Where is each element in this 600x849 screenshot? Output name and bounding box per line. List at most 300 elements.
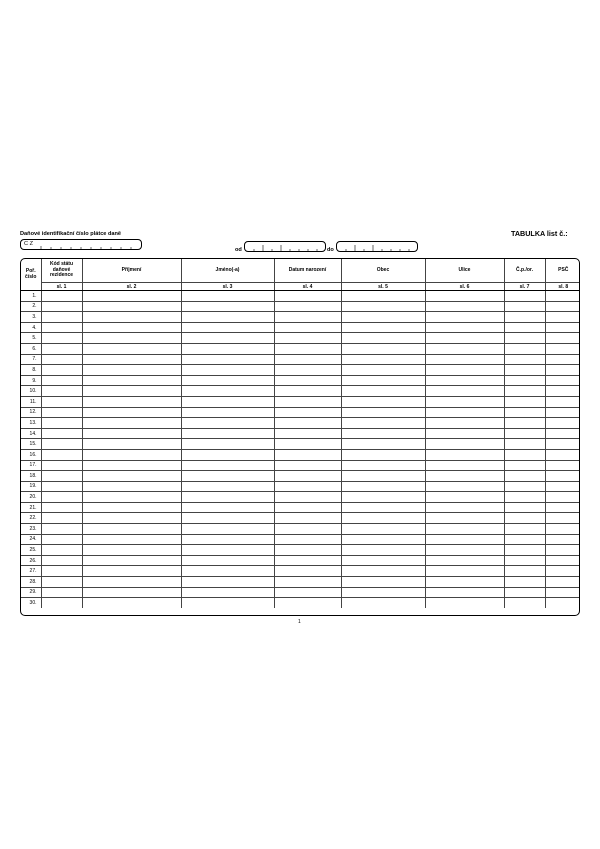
table-cell[interactable]	[425, 333, 504, 344]
table-cell[interactable]	[82, 534, 181, 545]
table-cell[interactable]	[504, 492, 545, 503]
table-cell[interactable]	[425, 322, 504, 333]
column-number: sl. 5	[341, 283, 425, 291]
table-row	[21, 396, 580, 407]
row-number: 22.	[21, 513, 41, 524]
table-cell[interactable]	[425, 502, 504, 513]
table-cell[interactable]	[425, 513, 504, 524]
row-number: 24.	[21, 534, 41, 545]
table-cell[interactable]	[545, 428, 580, 439]
table-cell[interactable]	[341, 418, 425, 429]
table-cell[interactable]	[341, 545, 425, 556]
table-cell[interactable]	[41, 545, 82, 556]
table-cell[interactable]	[504, 301, 545, 312]
table-cell[interactable]	[41, 460, 82, 471]
row-number: 29.	[21, 587, 41, 598]
table-cell[interactable]	[82, 566, 181, 577]
table-cell[interactable]	[425, 386, 504, 397]
table-cell[interactable]	[274, 587, 341, 598]
residents-table	[20, 258, 580, 616]
table-cell[interactable]	[504, 471, 545, 482]
table-cell[interactable]	[504, 545, 545, 556]
table-cell[interactable]	[545, 492, 580, 503]
column-number: sl. 7	[504, 283, 545, 291]
table-cell[interactable]	[82, 471, 181, 482]
table-cell[interactable]	[82, 598, 181, 608]
table-cell[interactable]	[181, 333, 274, 344]
row-number: 17.	[21, 460, 41, 471]
table-cell[interactable]	[504, 534, 545, 545]
table-cell[interactable]	[341, 396, 425, 407]
table-cell[interactable]	[425, 492, 504, 503]
table-cell[interactable]	[504, 322, 545, 333]
dic-ticks	[21, 240, 143, 251]
table-cell[interactable]	[41, 566, 82, 577]
table-cell[interactable]	[181, 598, 274, 608]
table-cell[interactable]	[41, 354, 82, 365]
table-cell[interactable]	[504, 354, 545, 365]
table-cell[interactable]	[545, 502, 580, 513]
table-cell[interactable]	[181, 449, 274, 460]
table-cell[interactable]	[274, 354, 341, 365]
table-cell[interactable]	[41, 333, 82, 344]
table-cell[interactable]	[82, 354, 181, 365]
table-cell[interactable]	[274, 407, 341, 418]
table-cell[interactable]	[181, 555, 274, 566]
row-number: 28.	[21, 577, 41, 588]
column-number: sl. 3	[181, 283, 274, 291]
table-cell[interactable]	[181, 577, 274, 588]
table-cell[interactable]	[181, 460, 274, 471]
table-cell[interactable]	[181, 439, 274, 450]
table-cell[interactable]	[341, 343, 425, 354]
table-row	[21, 577, 580, 588]
table-cell[interactable]	[274, 428, 341, 439]
row-number: 2.	[21, 301, 41, 312]
table-cell[interactable]	[274, 481, 341, 492]
table-cell[interactable]	[41, 291, 82, 302]
table-row	[21, 471, 580, 482]
table-cell[interactable]	[545, 343, 580, 354]
table-cell[interactable]	[82, 312, 181, 323]
table-cell[interactable]	[82, 481, 181, 492]
table-cell[interactable]	[425, 545, 504, 556]
table-cell[interactable]	[504, 577, 545, 588]
table-cell[interactable]	[425, 534, 504, 545]
table-cell[interactable]	[545, 301, 580, 312]
table-cell[interactable]	[341, 555, 425, 566]
table-cell[interactable]	[41, 555, 82, 566]
table-cell[interactable]	[181, 513, 274, 524]
table-cell[interactable]	[504, 460, 545, 471]
table-cell[interactable]	[82, 322, 181, 333]
table-cell[interactable]	[504, 386, 545, 397]
row-number: 27.	[21, 566, 41, 577]
table-cell[interactable]	[425, 365, 504, 376]
table-cell[interactable]	[545, 598, 580, 608]
table-cell[interactable]	[41, 407, 82, 418]
table-cell[interactable]	[274, 396, 341, 407]
table-cell[interactable]	[425, 598, 504, 608]
table-cell[interactable]	[504, 418, 545, 429]
table-cell[interactable]	[545, 555, 580, 566]
table-cell[interactable]	[82, 407, 181, 418]
dic-prefix: C Z	[24, 241, 34, 247]
table-cell[interactable]	[341, 481, 425, 492]
table-cell[interactable]	[41, 375, 82, 386]
table-cell[interactable]	[341, 375, 425, 386]
table-row	[21, 301, 580, 312]
table-cell[interactable]	[341, 598, 425, 608]
table-cell[interactable]	[504, 396, 545, 407]
table-cell[interactable]	[82, 301, 181, 312]
table-cell[interactable]	[425, 481, 504, 492]
table-cell[interactable]	[82, 449, 181, 460]
table-cell[interactable]	[41, 418, 82, 429]
table-cell[interactable]	[274, 555, 341, 566]
table-cell[interactable]	[82, 460, 181, 471]
table-cell[interactable]	[504, 555, 545, 566]
table-cell[interactable]	[425, 439, 504, 450]
table-cell[interactable]	[82, 428, 181, 439]
table-cell[interactable]	[181, 343, 274, 354]
table-cell[interactable]	[41, 439, 82, 450]
table-cell[interactable]	[181, 291, 274, 302]
table-cell[interactable]	[425, 407, 504, 418]
table-cell[interactable]	[41, 524, 82, 535]
row-number: 11.	[21, 396, 41, 407]
table-cell[interactable]	[181, 407, 274, 418]
table-cell[interactable]	[504, 365, 545, 376]
table-cell[interactable]	[82, 587, 181, 598]
table-row	[21, 343, 580, 354]
table-cell[interactable]	[425, 396, 504, 407]
table-cell[interactable]	[41, 396, 82, 407]
table-cell[interactable]	[181, 524, 274, 535]
od-label: od	[235, 247, 242, 253]
table-cell[interactable]	[41, 365, 82, 376]
table-row	[21, 545, 580, 556]
table-cell[interactable]	[545, 460, 580, 471]
table-row	[21, 566, 580, 577]
table-cell[interactable]	[341, 407, 425, 418]
table-cell[interactable]	[545, 375, 580, 386]
table-cell[interactable]	[274, 577, 341, 588]
table-cell[interactable]	[274, 439, 341, 450]
table-cell[interactable]	[274, 449, 341, 460]
table-cell[interactable]	[425, 301, 504, 312]
table-cell[interactable]	[425, 312, 504, 323]
table-cell[interactable]	[274, 301, 341, 312]
table-cell[interactable]	[82, 343, 181, 354]
table-cell[interactable]	[82, 577, 181, 588]
row-number: 18.	[21, 471, 41, 482]
table-cell[interactable]	[41, 301, 82, 312]
table-cell[interactable]	[41, 322, 82, 333]
table-cell[interactable]	[545, 545, 580, 556]
table-cell[interactable]	[504, 291, 545, 302]
table-cell[interactable]	[41, 471, 82, 482]
table-cell[interactable]	[181, 365, 274, 376]
table-cell[interactable]	[504, 566, 545, 577]
table-cell[interactable]	[425, 354, 504, 365]
table-cell[interactable]	[181, 312, 274, 323]
table-cell[interactable]	[425, 524, 504, 535]
table-cell[interactable]	[181, 566, 274, 577]
row-number: 19.	[21, 481, 41, 492]
table-cell[interactable]	[545, 407, 580, 418]
table-cell[interactable]	[82, 513, 181, 524]
table-row	[21, 418, 580, 429]
table-cell[interactable]	[545, 396, 580, 407]
table-cell[interactable]	[274, 365, 341, 376]
table-cell[interactable]	[504, 524, 545, 535]
table-cell[interactable]	[545, 312, 580, 323]
table-cell[interactable]	[341, 365, 425, 376]
table-cell[interactable]	[504, 407, 545, 418]
table-row	[21, 365, 580, 376]
table-cell[interactable]	[181, 428, 274, 439]
table-cell[interactable]	[181, 396, 274, 407]
table-row	[21, 492, 580, 503]
table-cell[interactable]	[181, 322, 274, 333]
table-row	[21, 407, 580, 418]
table-cell[interactable]	[41, 577, 82, 588]
table-cell[interactable]	[425, 428, 504, 439]
dic-input[interactable]	[20, 239, 142, 250]
table-cell[interactable]	[341, 322, 425, 333]
table-cell[interactable]	[504, 598, 545, 608]
table-cell[interactable]	[41, 587, 82, 598]
row-number: 4.	[21, 322, 41, 333]
table-cell[interactable]	[341, 428, 425, 439]
table-cell[interactable]	[82, 502, 181, 513]
table-cell[interactable]	[545, 513, 580, 524]
table-cell[interactable]	[274, 471, 341, 482]
table-cell[interactable]	[545, 524, 580, 535]
table-cell[interactable]	[274, 545, 341, 556]
table-cell[interactable]	[82, 375, 181, 386]
table-cell[interactable]	[545, 577, 580, 588]
table-cell[interactable]	[545, 386, 580, 397]
table-cell[interactable]	[274, 312, 341, 323]
table-row	[21, 598, 580, 608]
table-cell[interactable]	[341, 312, 425, 323]
table-cell[interactable]	[82, 439, 181, 450]
column-number-row	[21, 283, 580, 291]
table-cell[interactable]	[341, 439, 425, 450]
table-cell[interactable]	[82, 545, 181, 556]
date-to-input[interactable]	[336, 241, 418, 252]
table-cell[interactable]	[181, 534, 274, 545]
table-cell[interactable]	[181, 471, 274, 482]
table-cell[interactable]	[181, 587, 274, 598]
table-cell[interactable]	[41, 513, 82, 524]
table-row	[21, 502, 580, 513]
table-cell[interactable]	[545, 587, 580, 598]
table-cell[interactable]	[274, 418, 341, 429]
column-number: sl. 8	[545, 283, 580, 291]
table-cell[interactable]	[181, 354, 274, 365]
table-cell[interactable]	[425, 471, 504, 482]
table-cell[interactable]	[181, 301, 274, 312]
table-cell[interactable]	[341, 333, 425, 344]
table-cell[interactable]	[545, 471, 580, 482]
table-row	[21, 481, 580, 492]
table-cell[interactable]	[41, 449, 82, 460]
table-cell[interactable]	[504, 449, 545, 460]
table-cell[interactable]	[425, 587, 504, 598]
row-number: 25.	[21, 545, 41, 556]
table-cell[interactable]	[41, 534, 82, 545]
table-cell[interactable]	[274, 291, 341, 302]
table-cell[interactable]	[341, 513, 425, 524]
table-cell[interactable]	[341, 577, 425, 588]
row-number: 8.	[21, 365, 41, 376]
table-cell[interactable]	[41, 343, 82, 354]
row-number: 13.	[21, 418, 41, 429]
column-header: Jméno(-a)	[181, 259, 274, 283]
column-header: Kód státu daňové rezidence	[41, 259, 82, 283]
table-cell[interactable]	[181, 492, 274, 503]
dic-label: Daňové identifikační číslo plátce daně	[20, 231, 122, 237]
table-cell[interactable]	[341, 460, 425, 471]
table-cell[interactable]	[341, 471, 425, 482]
table-row	[21, 291, 580, 302]
table-cell[interactable]	[504, 502, 545, 513]
table-cell[interactable]	[504, 587, 545, 598]
table-cell[interactable]	[504, 513, 545, 524]
table-cell[interactable]	[341, 524, 425, 535]
table-cell[interactable]	[425, 566, 504, 577]
table-cell[interactable]	[545, 365, 580, 376]
table-cell[interactable]	[82, 492, 181, 503]
table-cell[interactable]	[41, 386, 82, 397]
table-cell[interactable]	[425, 449, 504, 460]
table-cell[interactable]	[274, 343, 341, 354]
table-cell[interactable]	[545, 481, 580, 492]
table-cell[interactable]	[341, 449, 425, 460]
table-cell[interactable]	[41, 492, 82, 503]
table-cell[interactable]	[274, 566, 341, 577]
table-cell[interactable]	[181, 418, 274, 429]
table-cell[interactable]	[545, 449, 580, 460]
column-number: sl. 4	[274, 283, 341, 291]
row-number: 14.	[21, 428, 41, 439]
table-cell[interactable]	[504, 375, 545, 386]
table-cell[interactable]	[341, 301, 425, 312]
table-cell[interactable]	[545, 566, 580, 577]
table-cell[interactable]	[181, 386, 274, 397]
column-number: sl. 6	[425, 283, 504, 291]
table-cell[interactable]	[341, 354, 425, 365]
table-cell[interactable]	[274, 322, 341, 333]
table-cell[interactable]	[504, 333, 545, 344]
table-cell[interactable]	[181, 502, 274, 513]
row-number: 26.	[21, 555, 41, 566]
table-cell[interactable]	[82, 291, 181, 302]
column-header: Obec	[341, 259, 425, 283]
table-cell[interactable]	[274, 598, 341, 608]
table-cell[interactable]	[341, 587, 425, 598]
table-cell[interactable]	[504, 439, 545, 450]
table-cell[interactable]	[425, 577, 504, 588]
table-cell[interactable]	[41, 598, 82, 608]
table-cell[interactable]	[545, 354, 580, 365]
table-cell[interactable]	[274, 386, 341, 397]
table-cell[interactable]	[341, 291, 425, 302]
table-cell[interactable]	[545, 439, 580, 450]
table-cell[interactable]	[341, 386, 425, 397]
table-cell[interactable]	[425, 460, 504, 471]
table-cell[interactable]	[341, 534, 425, 545]
table-cell[interactable]	[82, 396, 181, 407]
table-cell[interactable]	[82, 333, 181, 344]
table-cell[interactable]	[504, 343, 545, 354]
table-cell[interactable]	[181, 545, 274, 556]
table-cell[interactable]	[504, 312, 545, 323]
table-cell[interactable]	[181, 375, 274, 386]
row-number: 5.	[21, 333, 41, 344]
table-cell[interactable]	[82, 555, 181, 566]
table-cell[interactable]	[274, 492, 341, 503]
table-cell[interactable]	[341, 566, 425, 577]
table-cell[interactable]	[41, 312, 82, 323]
table-cell[interactable]	[274, 524, 341, 535]
table-cell[interactable]	[82, 418, 181, 429]
row-number: 20.	[21, 492, 41, 503]
table-cell[interactable]	[82, 524, 181, 535]
date-from-input[interactable]	[244, 241, 326, 252]
row-number: 6.	[21, 343, 41, 354]
table-cell[interactable]	[41, 502, 82, 513]
table-cell[interactable]	[274, 460, 341, 471]
table-cell[interactable]	[545, 291, 580, 302]
table-cell[interactable]	[425, 418, 504, 429]
table-cell[interactable]	[504, 481, 545, 492]
table-cell[interactable]	[341, 502, 425, 513]
table-cell[interactable]	[274, 534, 341, 545]
table-cell[interactable]	[545, 418, 580, 429]
table-cell[interactable]	[82, 365, 181, 376]
table-cell[interactable]	[341, 492, 425, 503]
row-number: 9.	[21, 375, 41, 386]
table-cell[interactable]	[504, 428, 545, 439]
table-cell[interactable]	[425, 555, 504, 566]
date-to-ticks	[337, 242, 419, 253]
table-cell[interactable]	[41, 428, 82, 439]
table-cell[interactable]	[274, 333, 341, 344]
table-cell[interactable]	[545, 322, 580, 333]
table-body	[21, 291, 580, 608]
table-row	[21, 354, 580, 365]
table-cell[interactable]	[82, 386, 181, 397]
table-cell[interactable]	[181, 481, 274, 492]
table-cell[interactable]	[274, 513, 341, 524]
table-cell[interactable]	[425, 375, 504, 386]
table-cell[interactable]	[41, 481, 82, 492]
table-cell[interactable]	[545, 534, 580, 545]
table-cell[interactable]	[425, 291, 504, 302]
table-cell[interactable]	[425, 343, 504, 354]
table-row	[21, 312, 580, 323]
do-label: do	[327, 247, 334, 253]
table-cell[interactable]	[545, 333, 580, 344]
table-cell[interactable]	[274, 375, 341, 386]
row-number: 10.	[21, 386, 41, 397]
table-cell[interactable]	[274, 502, 341, 513]
row-number: 15.	[21, 439, 41, 450]
